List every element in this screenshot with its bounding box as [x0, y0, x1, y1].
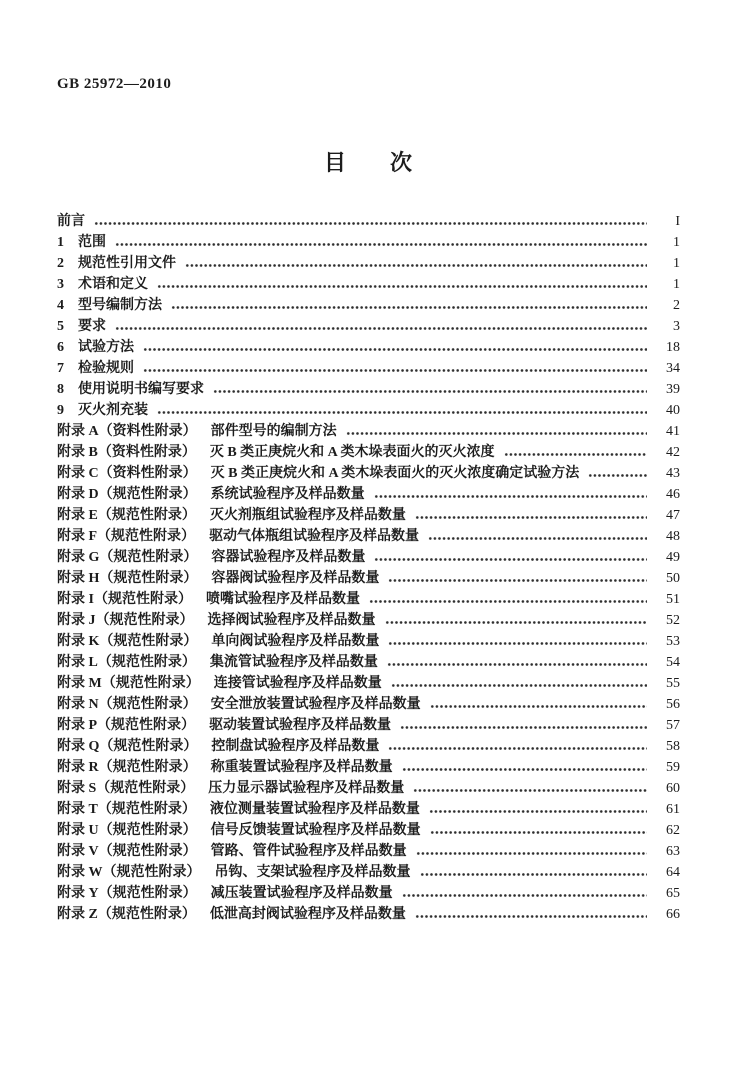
- toc-entry-number: 附录 K（规范性附录）: [57, 634, 198, 649]
- toc-entry-title: 减压装置试验程序及样品数量: [210, 886, 393, 901]
- dot-leader: [157, 274, 647, 295]
- toc-row: [57, 316, 680, 337]
- toc-entry-title: 安全泄放装置试验程序及样品数量: [210, 697, 421, 712]
- dot-leader: [143, 337, 647, 358]
- toc-entry-page: 40: [666, 403, 680, 418]
- toc-entry-title: 称重装置试验程序及样品数量: [210, 760, 393, 775]
- toc-entry-number: 附录 R（规范性附录）: [57, 760, 197, 775]
- toc-entry-number: 6: [57, 340, 64, 355]
- toc-row: [57, 904, 680, 925]
- toc-row: [57, 631, 680, 652]
- table-of-contents: [57, 211, 680, 925]
- toc-row: [57, 379, 680, 400]
- dot-leader: [391, 673, 647, 694]
- toc-entry-title: 喷嘴试验程序及样品数量: [205, 592, 360, 607]
- toc-entry-number: 7: [57, 361, 64, 376]
- dot-leader: [420, 862, 648, 883]
- dot-leader: [429, 799, 647, 820]
- dot-leader: [213, 379, 647, 400]
- toc-entry-page: 61: [666, 802, 680, 817]
- toc-entry-title: 控制盘试验程序及样品数量: [211, 739, 380, 754]
- toc-entry-number: 附录 N（规范性附录）: [57, 697, 197, 712]
- dot-leader: [369, 589, 647, 610]
- toc-row: [57, 610, 680, 631]
- toc-entry-title: 驱动装置试验程序及样品数量: [209, 718, 392, 733]
- toc-entry-number: 附录 G（规范性附录）: [57, 550, 198, 565]
- toc-entry-number: 附录 Z（规范性附录）: [57, 907, 196, 922]
- toc-entry-number: 9: [57, 403, 64, 418]
- toc-entry-page: 57: [666, 718, 680, 733]
- toc-entry-number: 附录 T（规范性附录）: [57, 802, 196, 817]
- toc-entry-page: 48: [666, 529, 680, 544]
- dot-leader: [171, 295, 647, 316]
- toc-row: [57, 820, 680, 841]
- toc-row: [57, 211, 680, 232]
- toc-entry-number: 附录 F（规范性附录）: [57, 529, 196, 544]
- toc-entry-page: 34: [666, 361, 680, 376]
- toc-row: [57, 673, 680, 694]
- toc-entry-number: 附录 J（规范性附录）: [57, 613, 194, 628]
- toc-entry-number: 附录 S（规范性附录）: [57, 781, 195, 796]
- toc-entry-title: 检验规则: [78, 361, 134, 376]
- dot-leader: [413, 778, 647, 799]
- toc-row: [57, 484, 680, 505]
- toc-entry-page: 53: [666, 634, 680, 649]
- toc-entry-title: 连接管试验程序及样品数量: [213, 676, 382, 691]
- toc-entry-page: 47: [666, 508, 680, 523]
- toc-entry-title: 要求: [78, 319, 106, 334]
- toc-entry-number: 2: [57, 256, 64, 271]
- toc-entry-page: 41: [666, 424, 680, 439]
- toc-entry-title: 灭火剂瓶组试验程序及样品数量: [209, 508, 406, 523]
- dot-leader: [388, 736, 647, 757]
- dot-leader: [415, 904, 647, 925]
- dot-leader: [430, 694, 647, 715]
- toc-entry-page: 55: [666, 676, 680, 691]
- dot-leader: [388, 568, 647, 589]
- dot-leader: [143, 358, 647, 379]
- toc-entry-page: 56: [666, 697, 680, 712]
- toc-entry-title: 试验方法: [78, 340, 134, 355]
- dot-leader: [402, 757, 647, 778]
- toc-row: [57, 442, 680, 463]
- toc-row: [57, 694, 680, 715]
- toc-entry-number: 附录 L（规范性附录）: [57, 655, 196, 670]
- dot-leader: [416, 841, 647, 862]
- toc-entry-number: 附录 I（规范性附录）: [57, 592, 192, 607]
- toc-entry-page: 18: [666, 340, 680, 355]
- dot-leader: [374, 547, 647, 568]
- toc-entry-title: 容器试验程序及样品数量: [211, 550, 366, 565]
- toc-entry-page: 1: [673, 256, 680, 271]
- toc-entry-title: 范围: [78, 235, 106, 250]
- toc-entry-number: 附录 Q（规范性附录）: [57, 739, 198, 754]
- toc-entry-page: 42: [666, 445, 680, 460]
- toc-row: [57, 589, 680, 610]
- toc-row: [57, 232, 680, 253]
- toc-row: [57, 526, 680, 547]
- toc-entry-page: 54: [666, 655, 680, 670]
- standard-number: GB 25972—2010: [57, 76, 172, 92]
- toc-entry-title: 规范性引用文件: [78, 256, 176, 271]
- toc-row: [57, 400, 680, 421]
- toc-row: [57, 337, 680, 358]
- toc-row: [57, 421, 680, 442]
- toc-entry-page: 64: [666, 865, 680, 880]
- toc-entry-number: 附录 W（规范性附录）: [57, 865, 201, 880]
- toc-entry-title: 信号反馈装置试验程序及样品数量: [210, 823, 421, 838]
- toc-entry-page: 58: [666, 739, 680, 754]
- toc-entry-number: 附录 B（资料性附录）: [57, 445, 196, 460]
- toc-entry-page: 51: [666, 592, 680, 607]
- toc-row: [57, 358, 680, 379]
- toc-entry-title: 液位测量装置试验程序及样品数量: [209, 802, 420, 817]
- toc-entry-page: I: [675, 214, 680, 229]
- toc-entry-title: 压力显示器试验程序及样品数量: [208, 781, 405, 796]
- toc-entry-title: 前言: [57, 214, 85, 229]
- dot-leader: [94, 211, 647, 232]
- toc-entry-page: 46: [666, 487, 680, 502]
- toc-entry-page: 49: [666, 550, 680, 565]
- toc-entry-number: 1: [57, 235, 64, 250]
- toc-entry-page: 66: [666, 907, 680, 922]
- toc-entry-number: 附录 P（规范性附录）: [57, 718, 196, 733]
- toc-entry-page: 60: [666, 781, 680, 796]
- toc-row: [57, 463, 680, 484]
- toc-row: [57, 505, 680, 526]
- toc-entry-title: 灭火剂充装: [78, 403, 148, 418]
- toc-entry-number: 3: [57, 277, 64, 292]
- toc-row: [57, 757, 680, 778]
- toc-entry-page: 3: [673, 319, 680, 334]
- toc-entry-page: 59: [666, 760, 680, 775]
- toc-entry-page: 1: [673, 235, 680, 250]
- toc-entry-title: 驱动气体瓶组试验程序及样品数量: [209, 529, 420, 544]
- dot-leader: [504, 442, 647, 463]
- dot-leader: [428, 526, 647, 547]
- toc-row: [57, 715, 680, 736]
- toc-entry-title: 管路、管件试验程序及样品数量: [210, 844, 407, 859]
- toc-entry-title: 型号编制方法: [78, 298, 162, 313]
- dot-leader: [388, 631, 647, 652]
- toc-entry-title: 灭 B 类正庚烷火和 A 类木垛表面火的灭火浓度确定试验方法: [210, 466, 580, 481]
- toc-entry-number: 附录 E（规范性附录）: [57, 508, 196, 523]
- toc-entry-number: 5: [57, 319, 64, 334]
- toc-entry-title: 单向阀试验程序及样品数量: [211, 634, 380, 649]
- dot-leader: [374, 484, 647, 505]
- page-title: 目 次: [323, 150, 412, 175]
- toc-row: [57, 799, 680, 820]
- toc-entry-page: 43: [666, 466, 680, 481]
- toc-entry-number: 附录 U（规范性附录）: [57, 823, 197, 838]
- toc-entry-title: 术语和定义: [78, 277, 148, 292]
- toc-entry-title: 选择阀试验程序及样品数量: [207, 613, 376, 628]
- dot-leader: [185, 253, 647, 274]
- toc-row: [57, 841, 680, 862]
- toc-row: [57, 736, 680, 757]
- toc-entry-title: 低泄高封阀试验程序及样品数量: [209, 907, 406, 922]
- toc-entry-number: 附录 D（规范性附录）: [57, 487, 197, 502]
- toc-entry-number: 附录 V（规范性附录）: [57, 844, 197, 859]
- dot-leader: [385, 610, 648, 631]
- toc-entry-page: 2: [673, 298, 680, 313]
- toc-entry-number: 4: [57, 298, 64, 313]
- dot-leader: [157, 400, 647, 421]
- toc-entry-page: 50: [666, 571, 680, 586]
- toc-entry-title: 系统试验程序及样品数量: [210, 487, 365, 502]
- toc-row: [57, 862, 680, 883]
- toc-entry-number: 附录 A（资料性附录）: [57, 424, 197, 439]
- toc-entry-title: 集流管试验程序及样品数量: [209, 655, 378, 670]
- toc-row: [57, 883, 680, 904]
- toc-entry-title: 部件型号的编制方法: [210, 424, 337, 439]
- toc-row: [57, 295, 680, 316]
- toc-entry-title: 容器阀试验程序及样品数量: [211, 571, 380, 586]
- toc-entry-page: 63: [666, 844, 680, 859]
- toc-entry-number: 8: [57, 382, 64, 397]
- dot-leader: [115, 232, 647, 253]
- toc-row: [57, 652, 680, 673]
- toc-entry-title: 吊钩、支架试验程序及样品数量: [214, 865, 411, 880]
- dot-leader: [430, 820, 647, 841]
- toc-entry-title: 使用说明书编写要求: [78, 382, 204, 397]
- toc-row: [57, 253, 680, 274]
- toc-entry-page: 1: [673, 277, 680, 292]
- toc-entry-number: 附录 C（资料性附录）: [57, 466, 197, 481]
- toc-entry-number: 附录 M（规范性附录）: [57, 676, 200, 691]
- dot-leader: [400, 715, 647, 736]
- toc-row: [57, 547, 680, 568]
- dot-leader: [115, 316, 647, 337]
- toc-row: [57, 778, 680, 799]
- toc-entry-number: 附录 Y（规范性附录）: [57, 886, 197, 901]
- toc-entry-page: 62: [666, 823, 680, 838]
- toc-entry-number: 附录 H（规范性附录）: [57, 571, 198, 586]
- toc-row: [57, 568, 680, 589]
- dot-leader: [415, 505, 647, 526]
- toc-entry-page: 39: [666, 382, 680, 397]
- dot-leader: [402, 883, 647, 904]
- dot-leader: [346, 421, 647, 442]
- dot-leader: [387, 652, 647, 673]
- toc-entry-page: 52: [666, 613, 680, 628]
- toc-entry-page: 65: [666, 886, 680, 901]
- toc-row: [57, 274, 680, 295]
- toc-entry-title: 灭 B 类正庚烷火和 A 类木垛表面火的灭火浓度: [209, 445, 495, 460]
- dot-leader: [588, 463, 647, 484]
